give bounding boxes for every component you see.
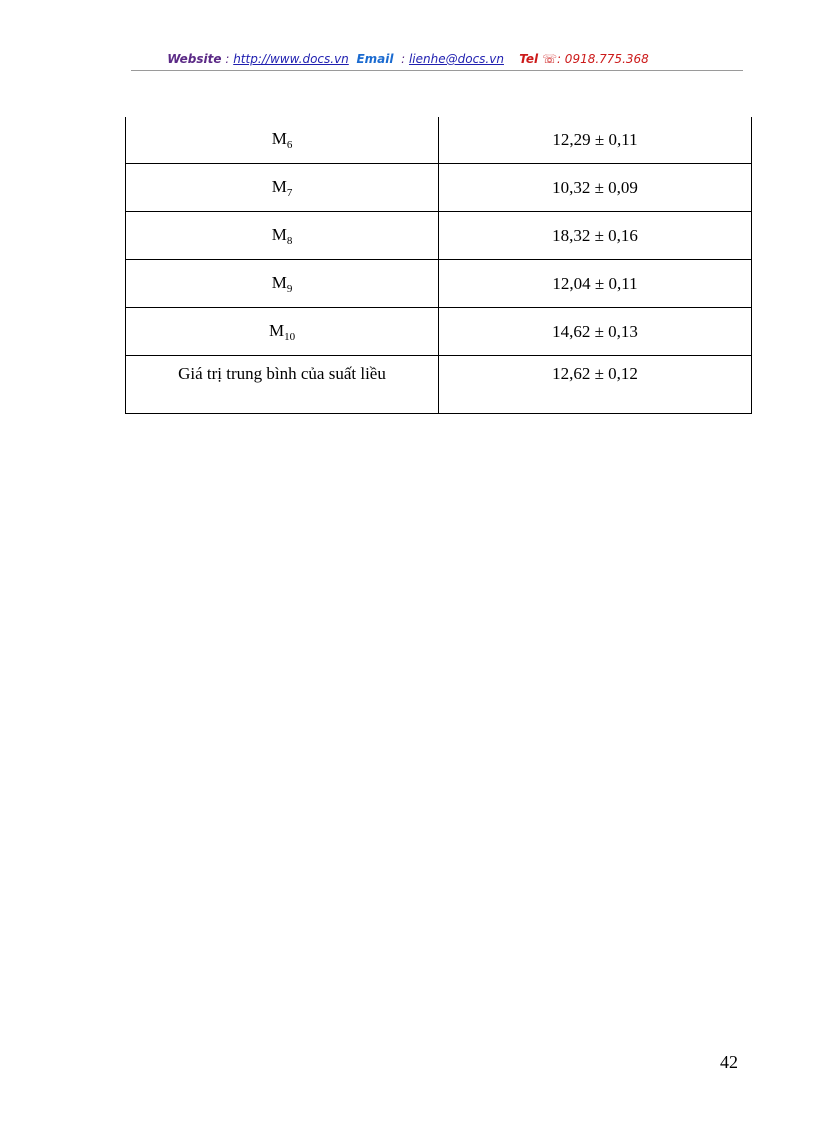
sample-cell	[126, 308, 439, 356]
sample-subscript: 6	[286, 139, 293, 151]
table-row	[126, 212, 752, 260]
sample-symbol: M	[271, 129, 287, 148]
tel-value: : 0918.775.368	[556, 52, 649, 66]
summary-label-cell: Giá trị trung bình của suất liều	[126, 356, 439, 414]
value-cell: 12,29 ± 0,11	[439, 117, 752, 164]
website-separator: :	[221, 52, 234, 66]
value-cell: 12,04 ± 0,11	[439, 260, 752, 308]
value-cell: 14,62 ± 0,13	[439, 308, 752, 356]
sample-cell	[126, 164, 439, 212]
website-label: Website	[167, 52, 222, 66]
value-cell: 10,32 ± 0,09	[439, 164, 752, 212]
sample-cell	[126, 260, 439, 308]
sample-symbol: M	[271, 224, 287, 244]
page-header	[0, 52, 816, 66]
email-label: Email	[356, 52, 394, 66]
email-separator: :	[397, 52, 409, 66]
table-row	[126, 117, 752, 164]
sample-subscript: 9	[286, 282, 293, 295]
sample-symbol: M	[271, 176, 287, 196]
header-divider	[131, 70, 743, 71]
sample-symbol: M	[268, 320, 285, 340]
email-link[interactable]: lienhe@docs.vn	[408, 52, 504, 66]
tel-label: Tel	[519, 52, 539, 66]
table-row	[126, 260, 752, 308]
value-cell: 18,32 ± 0,16	[439, 212, 752, 260]
table-row	[126, 164, 752, 212]
sample-symbol: M	[271, 272, 287, 292]
table-row	[126, 308, 752, 356]
page-number: 42	[720, 1052, 738, 1072]
sample-subscript: 10	[284, 330, 296, 343]
phone-icon: ☏	[541, 52, 557, 66]
sample-cell	[126, 212, 439, 260]
sample-cell	[126, 117, 439, 164]
website-link[interactable]: http://www.docs.vn	[233, 52, 349, 66]
summary-value-cell: 12,62 ± 0,12	[439, 356, 752, 414]
dose-table	[125, 117, 752, 414]
summary-row	[126, 356, 752, 414]
sample-subscript: 7	[286, 186, 293, 199]
sample-subscript: 8	[286, 234, 293, 247]
